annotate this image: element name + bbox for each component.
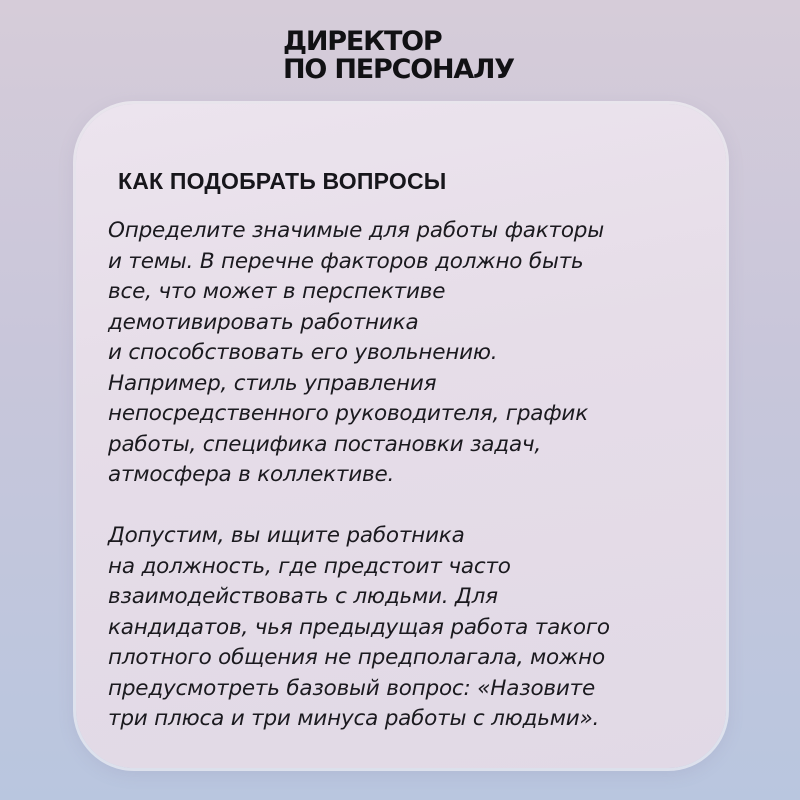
paragraph-line: плотного общения не предполагала, можно <box>108 645 605 670</box>
brand-line-2: ПО ПЕРСОНАЛУ <box>283 54 514 85</box>
paragraph-line: демотивировать работника <box>108 309 419 335</box>
paragraph-1 <box>108 216 708 491</box>
paragraph-line: на должность, где предстоит часто <box>108 553 511 579</box>
paragraph-2 <box>108 521 708 735</box>
card-title: КАК ПОДОБРАТЬ ВОПРОСЫ <box>118 168 447 194</box>
paragraph-line: непосредственного руководителя, график <box>108 401 588 426</box>
paragraph-line: три плюса и три минуса работы с людьми». <box>108 706 600 731</box>
paragraph-line: взаимодействовать с людьми. Для <box>108 584 498 609</box>
paragraph-line: атмосфера в коллективе. <box>108 462 395 487</box>
paragraph-line: и темы. В перечне факторов должно быть <box>108 248 584 274</box>
paragraph-line: работы, специфика постановки задач, <box>108 431 542 457</box>
paragraph-line: все, что может в перспективе <box>108 279 446 304</box>
paragraph-line: и способствовать его увольнению. <box>108 340 498 365</box>
brand-line-1: ДИРЕКТОР <box>283 26 442 57</box>
brand-logo <box>283 28 514 84</box>
paragraph-line: Определите значимые для работы факторы <box>108 218 605 243</box>
paragraph-line: предусмотреть базовый вопрос: «Назовите <box>108 675 595 701</box>
paragraph-line: Допустим, вы ищите работника <box>108 523 465 548</box>
paragraph-line: Например, стиль управления <box>108 370 437 396</box>
content-card <box>76 104 726 768</box>
paragraph-line: кандидатов, чья предыдущая работа такого <box>108 614 610 640</box>
card-body <box>108 216 708 735</box>
